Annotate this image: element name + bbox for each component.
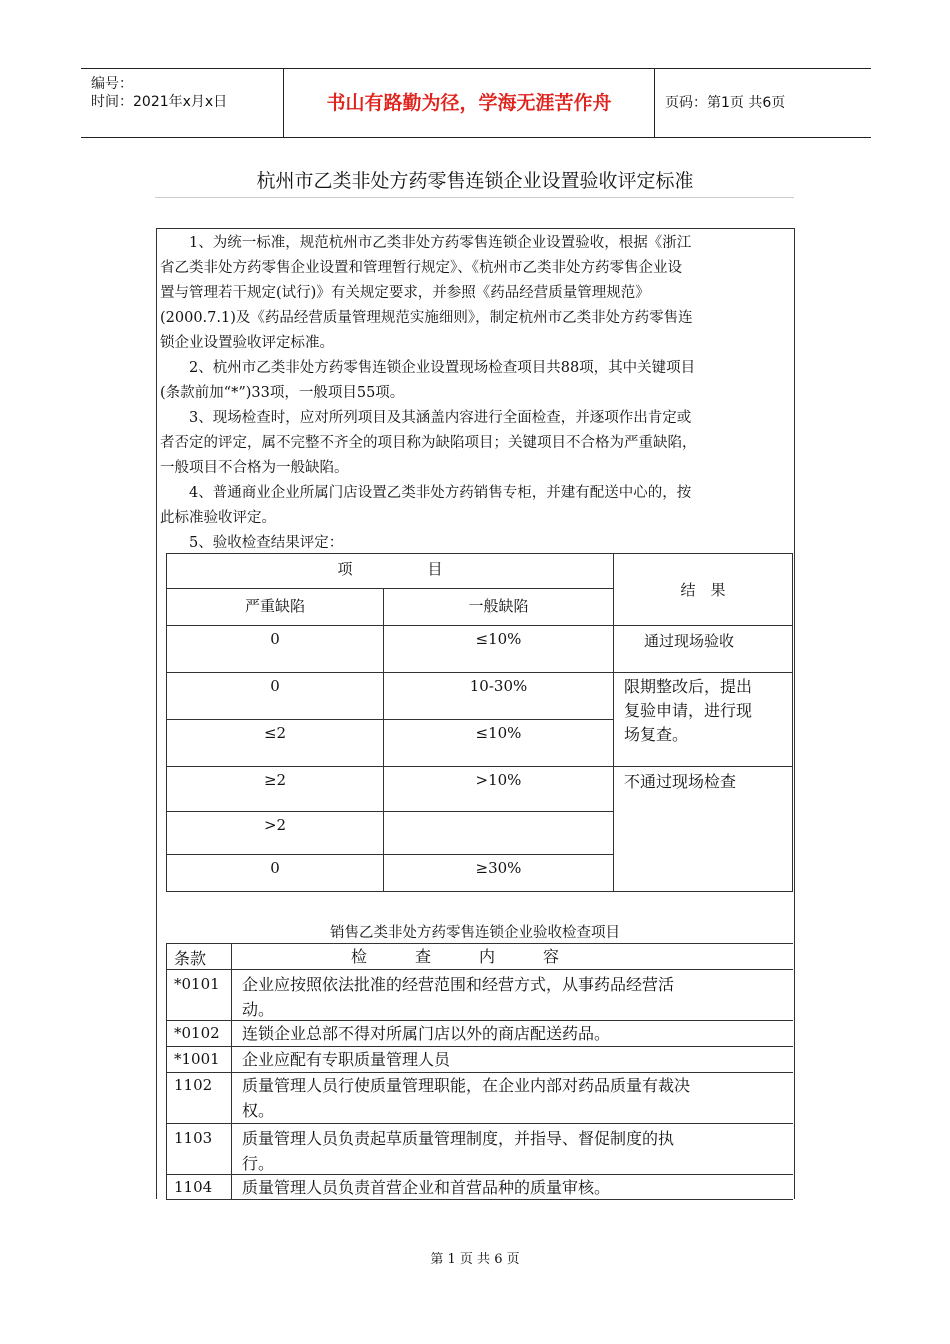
paragraph-line: (2000.7.1)及《药品经营质量管理规范实施细则》，制定杭州市乙类非处方药零售连	[160, 310, 693, 326]
table-cell: 10-30%	[383, 672, 614, 720]
table-row	[166, 969, 793, 1020]
item-content	[242, 1073, 787, 1123]
table-cell: 0	[166, 854, 384, 892]
page-title: 杭州市乙类非处方药零售连锁企业设置验收评定标准	[256, 170, 694, 192]
page-footer: 第 1 页 共 6 页	[430, 1252, 520, 1267]
item-code: *1001	[174, 1050, 220, 1068]
result-rectify-line: 复验申请，进行现	[624, 701, 753, 720]
item-content-line: 权。	[242, 1101, 275, 1120]
table-row	[166, 1046, 793, 1072]
paragraph-line: 1、为统一标准，规范杭州市乙类非处方药零售连锁企业设置验收，根据《浙江	[160, 235, 692, 251]
table-cell: ≥2	[166, 766, 384, 812]
paragraph-1	[160, 231, 785, 356]
item-content-line: 企业应按照依法批准的经营范围和经营方式，从事药品经营活	[242, 975, 675, 994]
item-content	[242, 1126, 787, 1176]
head-general: 一般缺陷	[383, 588, 614, 626]
items-title: 销售乙类非处方药零售连锁企业验收检查项目	[330, 925, 620, 941]
header-meta	[81, 69, 283, 137]
paragraph-line: 5、验收检查结果评定：	[160, 535, 344, 551]
time-label: 时间：2021年x月x日	[91, 94, 228, 110]
header-motto: 书山有路勤为径，学海无涯苦作舟	[283, 69, 655, 137]
document-header	[81, 68, 871, 138]
item-content: 连锁企业总部不得对所属门店以外的商店配送药品。	[242, 1024, 611, 1043]
result-fail: 不通过现场检查	[613, 766, 793, 892]
table-row	[166, 1020, 793, 1046]
table-header-row	[166, 943, 793, 969]
paragraph-4	[160, 481, 785, 531]
item-content: 企业应配有专职质量管理人员	[242, 1050, 451, 1069]
head-content: 检 查 内 容	[351, 947, 560, 966]
paragraph-line: 锁企业设置验收评定标准。	[160, 335, 334, 351]
paragraph-2	[160, 356, 785, 406]
title-divider	[155, 197, 794, 198]
item-code: 1104	[174, 1178, 213, 1196]
head-item: 项 目	[166, 553, 614, 589]
item-content-line: 质量管理人员负责起草质量管理制度，并指导、督促制度的执	[242, 1129, 675, 1148]
result-pass: 通过现场验收	[613, 625, 793, 673]
item-content-line: 质量管理人员行使质量管理职能，在企业内部对药品质量有裁决	[242, 1076, 691, 1095]
table-cell: ≤10%	[383, 625, 614, 673]
paragraph-line: 此标准验收评定。	[160, 510, 276, 526]
result-rectify-line: 限期整改后，提出	[624, 677, 753, 696]
table-cell	[383, 811, 614, 855]
paragraph-line: 者否定的评定，属不完整不齐全的项目称为缺陷项目；关键项目不合格为严重缺陷，	[160, 435, 697, 451]
item-code: 1103	[174, 1129, 213, 1147]
paragraph-3	[160, 406, 785, 481]
paragraph-line: 2、杭州市乙类非处方药零售连锁企业设置现场检查项目共88项，其中关键项目	[160, 360, 696, 376]
paragraph-line: 4、普通商业企业所属门店设置乙类非处方药销售专柜，并建有配送中心的，按	[160, 485, 692, 501]
head-result: 结 果	[613, 553, 793, 626]
item-code: 1102	[174, 1076, 213, 1094]
page-code: 页码：第1页 共6页	[665, 95, 786, 111]
table-cell: ≤2	[166, 719, 384, 767]
item-content-line: 行。	[242, 1154, 275, 1173]
item-code: *0101	[174, 975, 220, 993]
paragraph-line: (条款前加“*”)33项，一般项目55项。	[160, 385, 405, 401]
result-rectify	[613, 672, 793, 767]
item-content	[242, 972, 787, 1022]
paragraph-line: 一般项目不合格为一般缺陷。	[160, 460, 349, 476]
item-content: 质量管理人员负责首营企业和首营品种的质量审核。	[242, 1178, 611, 1197]
result-rectify-line: 场复查。	[624, 725, 689, 744]
paragraph-line: 3、现场检查时，应对所列项目及其涵盖内容进行全面检查，并逐项作出肯定或	[160, 410, 692, 426]
table-cell: >10%	[383, 766, 614, 812]
table-cell: >2	[166, 811, 384, 855]
table-cell: 0	[166, 672, 384, 720]
number-label: 编号：	[91, 76, 133, 92]
item-code: *0102	[174, 1024, 220, 1042]
paragraph-line: 省乙类非处方药零售企业设置和管理暂行规定》、《杭州市乙类非处方药零售企业设	[160, 260, 682, 276]
item-content-line: 动。	[242, 1000, 275, 1019]
result-table	[166, 553, 793, 892]
table-cell: ≤10%	[383, 719, 614, 767]
paragraph-line: 置与管理若干规定(试行)》有关规定要求，并参照《药品经营质量管理规范》	[160, 285, 650, 301]
head-code: 条款	[174, 949, 207, 968]
head-serious: 严重缺陷	[166, 588, 384, 626]
table-row	[166, 1072, 793, 1123]
table-row	[166, 1174, 793, 1200]
table-row	[166, 1123, 793, 1174]
table-cell: 0	[166, 625, 384, 673]
table-cell: ≥30%	[383, 854, 614, 892]
